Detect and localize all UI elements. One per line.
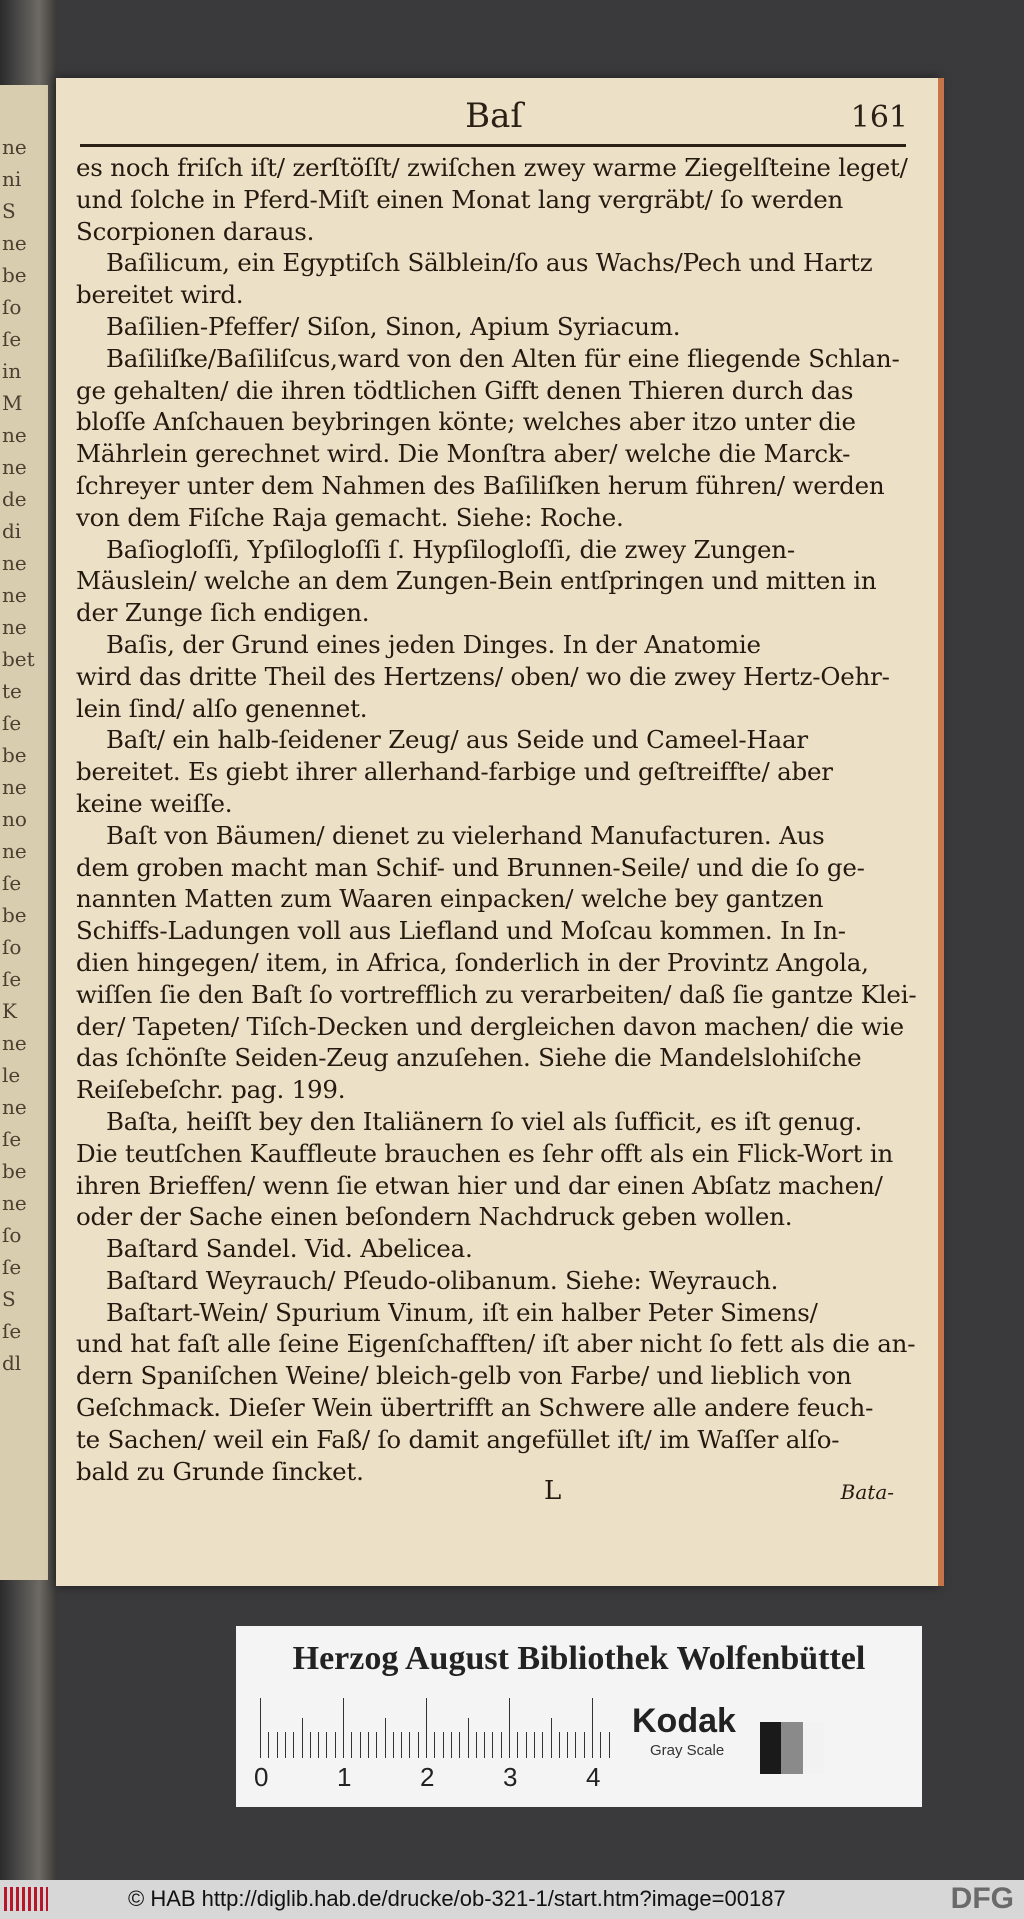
text-line: Baſtart-Wein/ Spurium Vinum, iſt ein halber Peter Simens/ — [106, 1297, 818, 1327]
hab-logo-icon — [4, 1887, 48, 1911]
ruler-tick — [426, 1698, 427, 1758]
kodak-logo: Kodak — [632, 1702, 736, 1740]
previous-page-fragment: ſo — [2, 935, 22, 959]
text-line: dern Spaniſchen Weine/ bleich-gelb von Farbe/ und lieblich von — [76, 1361, 852, 1391]
text-line: keine weiſſe. — [76, 788, 233, 818]
ruler-tick — [376, 1732, 377, 1758]
copyright-bar — [0, 1880, 1024, 1919]
ruler-tick — [542, 1732, 543, 1758]
text-line: wird das dritte Theil des Hertzens/ oben/ wo die zwey Hertz-Oehr- — [76, 661, 890, 691]
ruler-label: 2 — [420, 1762, 435, 1792]
previous-page-fragment: ne — [2, 1031, 27, 1055]
page-footer — [56, 1476, 938, 1516]
ruler-tick — [567, 1732, 568, 1758]
previous-page-fragment: ſe — [2, 967, 22, 991]
color-calibration-card — [236, 1626, 922, 1807]
ruler-tick — [302, 1718, 303, 1758]
previous-page-fragment: ne — [2, 423, 27, 447]
previous-page-fragment: de — [2, 487, 27, 511]
ruler-tick — [575, 1732, 576, 1758]
gray-swatch — [760, 1722, 781, 1774]
ruler-tick — [260, 1698, 261, 1758]
text-line: Baſilien-Pfeffer/ Siſon, Sinon, Apium Syriacum. — [106, 311, 681, 341]
text-line: Baſis, der Grund eines jeden Dinges. In der Anatomie — [106, 629, 761, 659]
ruler-tick — [443, 1732, 444, 1758]
text-line: es noch friſch iſt/ zerſtöſſt/ zwiſchen zwey warme Ziegelſteine leget/ — [76, 153, 908, 182]
text-line: von dem Fiſche Raja gemacht. Siehe: Roche. — [76, 502, 624, 532]
previous-page-fragment: M — [2, 391, 23, 415]
previous-page-fragment: ne — [2, 231, 27, 255]
text-line: und ſolche in Pferd-Miſt einen Monat lang vergräbt/ ſo werden — [76, 184, 844, 214]
previous-page-fragment: bet — [2, 647, 35, 671]
text-line: das ſchönſte Seiden-Zeug anzuſehen. Siehe die Mandelslohiſche — [76, 1043, 862, 1073]
ruler-tick — [360, 1732, 361, 1758]
text-line: oder der Sache einen beſondern Nachdruck geben wollen. — [76, 1202, 793, 1232]
text-line: Baſilicum, ein Egyptiſch Sälblein/ſo aus Wachs/Pech und Hartz — [106, 248, 873, 278]
ruler-tick — [326, 1732, 327, 1758]
previous-page-fragment: S — [2, 1287, 16, 1311]
ruler-tick — [293, 1732, 294, 1758]
previous-page-fragment: ne — [2, 551, 27, 575]
ruler-tick — [401, 1732, 402, 1758]
gray-swatch — [803, 1722, 824, 1774]
ruler-tick — [476, 1732, 477, 1758]
measurement-ruler — [260, 1698, 606, 1758]
ruler-tick — [592, 1698, 593, 1758]
text-line: bereitet. Es giebt ihrer allerhand-farbige und geſtreiffte/ aber — [76, 757, 833, 787]
previous-page-fragment: ne — [2, 775, 27, 799]
body-text — [76, 152, 916, 1487]
text-line: Baſtard Sandel. Vid. Abelicea. — [106, 1234, 473, 1264]
previous-page-fragment: ſe — [2, 871, 22, 895]
text-line: ge gehalten/ die ihren tödtlichen Gifft denen Thieren durch das — [76, 375, 854, 405]
previous-page-fragment: be — [2, 263, 27, 287]
ruler-tick — [368, 1732, 369, 1758]
text-line: der/ Tapeten/ Tiſch-Decken und dergleichen davon machen/ die wie — [76, 1011, 904, 1041]
text-line: Baſt/ ein halb-ſeidener Zeug/ aus Seide und Cameel-Haar — [106, 725, 808, 755]
previous-page-fragment: ſe — [2, 1127, 22, 1151]
gray-scale-label: Gray Scale — [650, 1742, 725, 1759]
previous-page-fragment: be — [2, 903, 27, 927]
ruler-labels — [254, 1762, 634, 1792]
ruler-tick — [434, 1732, 435, 1758]
previous-page-fragment: ne — [2, 839, 27, 863]
ruler-tick — [517, 1732, 518, 1758]
text-line: Reiſebeſchr. pag. 199. — [76, 1075, 346, 1105]
catchword: Bata- — [840, 1480, 894, 1504]
ruler-tick — [418, 1732, 419, 1758]
text-line: dem groben macht man Schif- und Brunnen-Seile/ und die ſo ge- — [76, 852, 865, 882]
previous-page-fragment: ſo — [2, 295, 22, 319]
text-line: Baſt von Bäumen/ dienet zu vielerhand Manufacturen. Aus — [106, 820, 825, 850]
ruler-tick — [609, 1732, 610, 1758]
previous-page-fragment: in — [2, 359, 22, 383]
previous-page-fragment: ne — [2, 583, 27, 607]
ruler-tick — [534, 1732, 535, 1758]
text-line: Mäuslein/ welche an dem Zungen-Bein entſpringen und mitten in — [76, 566, 877, 596]
previous-page-fragment: ſe — [2, 1255, 22, 1279]
previous-page-fragment: ne — [2, 135, 27, 159]
ruler-label: 3 — [503, 1762, 518, 1792]
ruler-tick — [318, 1732, 319, 1758]
ruler-tick — [492, 1732, 493, 1758]
text-line: Mährlein gerechnet wird. Die Monſtra aber/ welche die Marck- — [76, 439, 851, 469]
ruler-tick — [459, 1732, 460, 1758]
previous-page-fragment: ne — [2, 615, 27, 639]
previous-page-fragment: ſo — [2, 1223, 22, 1247]
ruler-label: 4 — [586, 1762, 601, 1792]
ruler-tick — [393, 1732, 394, 1758]
text-line: ſchreyer unter dem Nahmen des Baſiliſken herum führen/ werden — [76, 470, 885, 500]
previous-page-fragment: dl — [2, 1351, 22, 1375]
ruler-tick — [509, 1698, 510, 1758]
text-line: Baſtard Weyrauch/ Pſeudo-olibanum. Siehe: Weyrauch. — [106, 1265, 779, 1295]
ruler-tick — [501, 1732, 502, 1758]
ruler-tick — [584, 1732, 585, 1758]
previous-page-fragment: te — [2, 679, 22, 703]
text-line: wiſſen ſie den Baſt ſo vortrefflich zu verarbeiten/ daß ſie gantze Klei- — [76, 979, 916, 1009]
text-line: Schiffs-Ladungen voll aus Liefland und Moſcau kommen. In In- — [76, 916, 846, 946]
text-line: Baſiogloſſi, Ypſilogloſſi ſ. Hypſilogloſſi, die zwey Zungen- — [106, 534, 795, 564]
text-line: Baſta, heiſſt bey den Italiänern ſo viel als ſufficit, es iſt genug. — [106, 1106, 863, 1136]
gray-scale-swatches — [760, 1722, 824, 1774]
ruler-tick — [409, 1732, 410, 1758]
previous-page-fragment: be — [2, 743, 27, 767]
previous-page-fragment: K — [2, 999, 17, 1023]
ruler-tick — [551, 1718, 552, 1758]
page-header — [80, 96, 908, 140]
text-line: dien hingegen/ item, in Africa, ſonderlich in der Provintz Angola, — [76, 947, 869, 977]
previous-page-fragment: le — [2, 1063, 21, 1087]
running-head: Baſ — [465, 96, 523, 136]
ruler-tick — [526, 1732, 527, 1758]
ruler-tick — [451, 1732, 452, 1758]
ruler-tick — [277, 1732, 278, 1758]
ruler-tick — [468, 1718, 469, 1758]
previous-page-fragment: ne — [2, 455, 27, 479]
ruler-label: 1 — [337, 1762, 352, 1792]
previous-page-fragment: S — [2, 199, 16, 223]
previous-page-fragment: ſe — [2, 1319, 22, 1343]
ruler-label: 0 — [254, 1762, 269, 1792]
ruler-tick — [385, 1718, 386, 1758]
text-line: bereitet wird. — [76, 280, 244, 310]
header-rule — [80, 144, 906, 147]
text-line: te Sachen/ weil ein Faß/ ſo damit angefüllet iſt/ im Waſſer alſo- — [76, 1424, 840, 1454]
text-line: Die teutſchen Kauffleute brauchen es ſehr offt als ein Flick-Wort in — [76, 1138, 894, 1168]
previous-page-fragment: no — [2, 807, 27, 831]
text-line: und hat faſt alle ſeine Eigenſchafften/ iſt aber nicht ſo fett als die an- — [76, 1329, 916, 1359]
copyright-text: © HAB http://diglib.hab.de/drucke/ob-321-1/start.htm?image=00187 — [128, 1886, 786, 1911]
page-number: 161 — [850, 100, 908, 135]
ruler-tick — [559, 1732, 560, 1758]
ruler-tick — [285, 1732, 286, 1758]
previous-page-fragment: ni — [2, 167, 22, 191]
previous-page-fragment: ne — [2, 1191, 27, 1215]
gray-swatch — [781, 1722, 802, 1774]
text-line: ihren Brieffen/ wenn ſie etwan hier und dar einen Abſatz machen/ — [76, 1170, 883, 1200]
book-page — [56, 78, 938, 1586]
ruler-tick — [484, 1732, 485, 1758]
ruler-tick — [310, 1732, 311, 1758]
library-name: Herzog August Bibliothek Wolfenbüttel — [292, 1640, 866, 1677]
previous-page-fragment: be — [2, 1159, 27, 1183]
text-line: bloſſe Anſchauen beybringen könte; welches aber itzo unter die — [76, 407, 856, 437]
ruler-tick — [351, 1732, 352, 1758]
text-line: nannten Matten zum Waaren einpacken/ welche bey gantzen — [76, 884, 824, 914]
ruler-tick — [268, 1732, 269, 1758]
text-line: der Zunge ſich endigen. — [76, 598, 370, 628]
text-line: Baſiliſke/Baſiliſcus,ward von den Alten für eine fliegende Schlan- — [106, 343, 900, 373]
previous-page-edge — [0, 85, 48, 1580]
ruler-tick — [600, 1732, 601, 1758]
text-line: Geſchmack. Dieſer Wein übertrifft an Schwere alle andere feuch- — [76, 1393, 874, 1423]
dfg-logo: DFG — [950, 1882, 1014, 1915]
text-line: Scorpionen daraus. — [76, 216, 315, 246]
ruler-tick — [335, 1732, 336, 1758]
signature-mark: L — [544, 1476, 562, 1506]
ruler-tick — [343, 1698, 344, 1758]
previous-page-fragment: ſe — [2, 711, 22, 735]
previous-page-fragment: di — [2, 519, 22, 543]
previous-page-fragment: ne — [2, 1095, 27, 1119]
previous-page-fragment: ſe — [2, 327, 22, 351]
text-line: lein ſind/ alſo genennet. — [76, 693, 368, 723]
text-line: bald zu Grunde ſincket. — [76, 1456, 364, 1486]
